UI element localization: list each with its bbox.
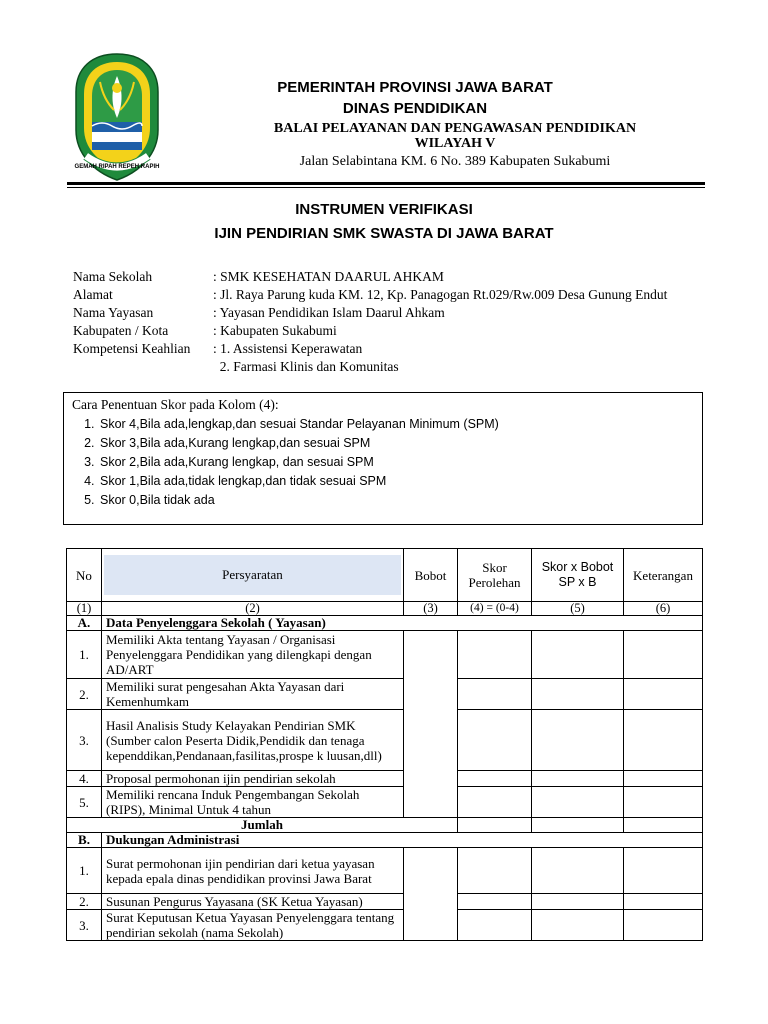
table-row <box>67 631 703 679</box>
col-number: (1) <box>67 602 102 616</box>
info-value-kompetensi-2: 2. Farmasi Klinis dan Komunitas <box>213 359 399 374</box>
skor-x-bobot-cell[interactable] <box>532 848 624 894</box>
table-header-row <box>67 549 703 602</box>
verification-table-wrap <box>66 548 702 941</box>
table-row <box>67 894 703 910</box>
row-number: 5. <box>67 787 102 818</box>
info-value-nama-yayasan: : Yayasan Pendidikan Islam Daarul Ahkam <box>213 305 445 320</box>
keterangan-cell[interactable] <box>624 848 703 894</box>
row-requirement: Memiliki surat pengesahan Akta Yayasan dari Kemenhumkam <box>102 679 404 710</box>
header-address: Jalan Selabintana KM. 6 No. 389 Kabupaten Sukabumi <box>299 154 611 169</box>
info-label-alamat: Alamat <box>73 287 113 302</box>
col-header-skor-x-bobot: Skor x Bobot SP x B <box>532 549 624 602</box>
table-row <box>67 679 703 710</box>
score-guide-item: 1. Skor 4,Bila ada,lengkap,dan sesuai Standar Pelayanan Minimum (SPM) <box>98 415 499 434</box>
col-header-persyaratan-shade <box>104 555 401 595</box>
document-subtitle: IJIN PENDIRIAN SMK SWASTA DI JAWA BARAT <box>214 225 554 242</box>
row-number: 4. <box>67 771 102 787</box>
skor-x-bobot-cell[interactable] <box>532 787 624 818</box>
score-guide-item: 3. Skor 2,Bila ada,Kurang lengkap, dan sesuai SPM <box>98 453 499 472</box>
header-divider-thin <box>67 187 705 188</box>
header-office: BALAI PELAYANAN DAN PENGAWASAN PENDIDIKAN <box>273 121 637 136</box>
table-row <box>67 771 703 787</box>
row-requirement: Memiliki Akta tentang Yayasan / Organisasi Penyelenggara Pendidikan yang dilengkapi dengan AD/ART <box>102 631 404 679</box>
skor-x-bobot-cell[interactable] <box>532 631 624 679</box>
skor-cell[interactable] <box>458 910 532 941</box>
total-keterangan-cell[interactable] <box>624 818 703 833</box>
info-label-kabupaten: Kabupaten / Kota <box>73 323 169 338</box>
info-label-kompetensi: Kompetensi Keahlian <box>73 341 191 356</box>
col-header-skor: Skor Perolehan <box>458 549 532 602</box>
col-number: (2) <box>102 602 404 616</box>
score-guide-item: 2. Skor 3,Bila ada,Kurang lengkap,dan sesuai SPM <box>98 434 499 453</box>
total-row <box>67 818 703 833</box>
table-row <box>67 787 703 818</box>
score-guide-item: 5. Skor 0,Bila tidak ada <box>98 491 499 510</box>
section-code: A. <box>67 616 102 631</box>
score-guide-box <box>63 392 703 525</box>
skor-x-bobot-cell[interactable] <box>532 771 624 787</box>
skor-x-bobot-cell[interactable] <box>532 910 624 941</box>
table-row <box>67 848 703 894</box>
table-row <box>67 910 703 941</box>
info-value-alamat: : Jl. Raya Parung kuda KM. 12, Kp. Panagogan Rt.029/Rw.009 Desa Gunung Endut <box>213 287 668 302</box>
score-guide-item: 4. Skor 1,Bila ada,tidak lengkap,dan tidak sesuai SPM <box>98 472 499 491</box>
total-label: Jumlah <box>67 818 458 833</box>
row-requirement: Susunan Pengurus Yayasana (SK Ketua Yayasan) <box>102 894 404 910</box>
row-number: 3. <box>67 710 102 771</box>
row-requirement: Hasil Analisis Study Kelayakan Pendirian SMK (Sumber calon Peserta Didik,Pendidik dan tenaga kependdikan,Pendanaan,fasilitas,prospe k luusan,dll) <box>102 710 404 771</box>
document-title: INSTRUMEN VERIFIKASI <box>295 201 473 218</box>
section-row-b <box>67 833 703 848</box>
row-number: 3. <box>67 910 102 941</box>
col-header-persyaratan <box>102 549 404 602</box>
skor-cell[interactable] <box>458 631 532 679</box>
header-department: DINAS PENDIDIKAN <box>342 100 488 117</box>
col-header-keterangan: Keterangan <box>624 549 703 602</box>
header-province: PEMERINTAH PROVINSI JAWA BARAT <box>277 79 553 96</box>
keterangan-cell[interactable] <box>624 787 703 818</box>
skor-cell[interactable] <box>458 771 532 787</box>
header-divider-thick <box>67 182 705 185</box>
keterangan-cell[interactable] <box>624 710 703 771</box>
skor-cell[interactable] <box>458 710 532 771</box>
table-row <box>67 710 703 771</box>
section-title: Dukungan Administrasi <box>102 833 703 848</box>
header-region: WILAYAH V <box>414 136 496 151</box>
score-guide-list <box>64 415 499 510</box>
total-skor-x-bobot-cell[interactable] <box>532 818 624 833</box>
keterangan-cell[interactable] <box>624 679 703 710</box>
info-value-kabupaten: : Kabupaten Sukabumi <box>213 323 337 338</box>
row-requirement: Surat Keputusan Ketua Yayasan Penyelenggara tentang pendirian sekolah (nama Sekolah) <box>102 910 404 941</box>
info-value-nama-sekolah: : SMK KESEHATAN DAARUL AHKAM <box>213 269 444 284</box>
svg-text:GEMAH RIPAH REPEH RAPIH: GEMAH RIPAH REPEH RAPIH <box>74 164 160 170</box>
info-label-nama-yayasan: Nama Yayasan <box>73 305 154 320</box>
bobot-cell[interactable] <box>404 631 458 818</box>
section-title: Data Penyelenggara Sekolah ( Yayasan) <box>102 616 703 631</box>
skor-cell[interactable] <box>458 787 532 818</box>
info-label-nama-sekolah: Nama Sekolah <box>73 269 153 284</box>
keterangan-cell[interactable] <box>624 631 703 679</box>
skor-x-bobot-cell[interactable] <box>532 679 624 710</box>
section-row-a <box>67 616 703 631</box>
row-number: 2. <box>67 894 102 910</box>
west-java-emblem-logo <box>72 52 162 182</box>
keterangan-cell[interactable] <box>624 910 703 941</box>
row-number: 2. <box>67 679 102 710</box>
row-number: 1. <box>67 848 102 894</box>
row-requirement: Proposal permohonan ijin pendirian sekolah <box>102 771 404 787</box>
skor-cell[interactable] <box>458 848 532 894</box>
skor-cell[interactable] <box>458 894 532 910</box>
verification-table <box>66 548 703 941</box>
skor-cell[interactable] <box>458 679 532 710</box>
skor-x-bobot-cell[interactable] <box>532 894 624 910</box>
col-header-bobot: Bobot <box>404 549 458 602</box>
row-requirement: Memiliki rencana Induk Pengembangan Sekolah (RIPS), Minimal Untuk 4 tahun <box>102 787 404 818</box>
keterangan-cell[interactable] <box>624 894 703 910</box>
col-number: (3) <box>404 602 458 616</box>
skor-x-bobot-cell[interactable] <box>532 710 624 771</box>
section-code: B. <box>67 833 102 848</box>
row-number: 1. <box>67 631 102 679</box>
keterangan-cell[interactable] <box>624 771 703 787</box>
col-header-no: No <box>67 549 102 602</box>
col-number: (6) <box>624 602 703 616</box>
bobot-cell[interactable] <box>404 848 458 941</box>
info-value-kompetensi-1: : 1. Assistensi Keperawatan <box>213 341 363 356</box>
row-requirement: Surat permohonan ijin pendirian dari ketua yayasan kepada epala dinas pendidikan provinsi Jawa Barat <box>102 848 404 894</box>
col-number: (4) = (0-4) <box>458 602 532 616</box>
total-skor-cell[interactable] <box>458 818 532 833</box>
score-guide-title: Cara Penentuan Skor pada Kolom (4): <box>72 397 279 412</box>
col-number: (5) <box>532 602 624 616</box>
col-header-persyaratan-label: Persyaratan <box>222 567 283 582</box>
column-numbering-row <box>67 602 703 616</box>
